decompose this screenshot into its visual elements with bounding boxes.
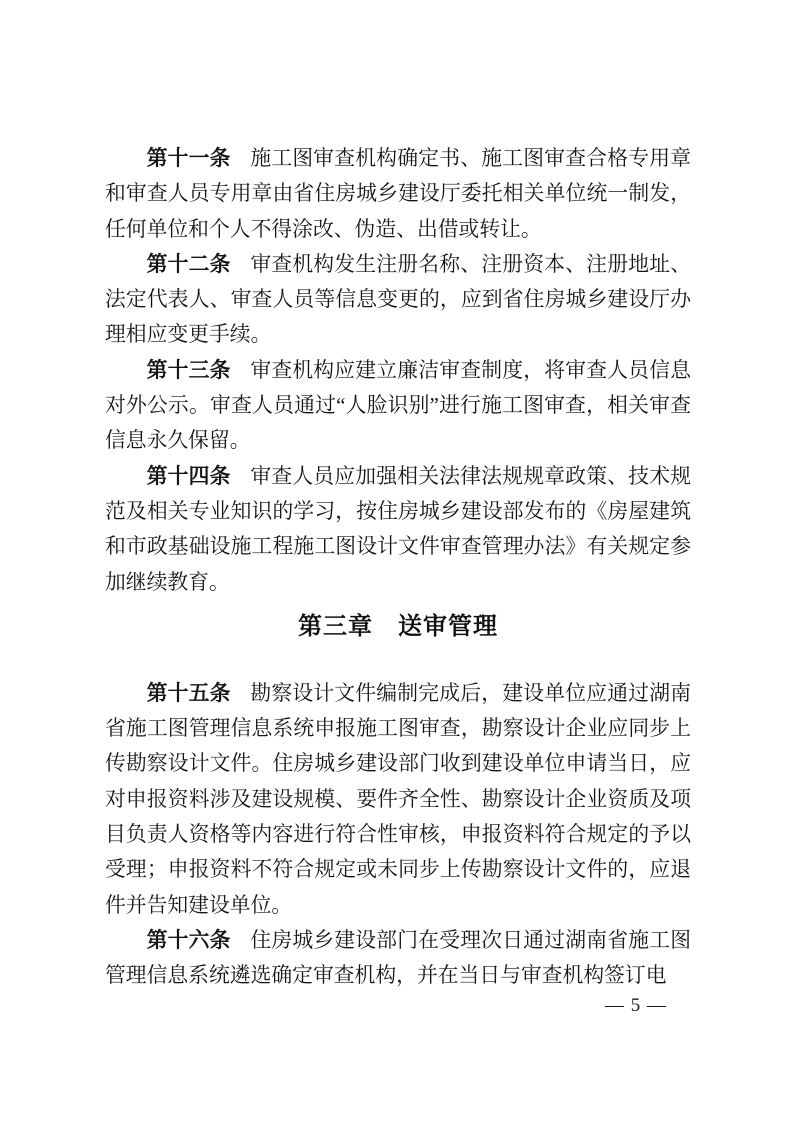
article-number: 第十六条	[146, 928, 231, 952]
article-text: 施工图审查机构确定书、施工图审查合格专用章和审查人员专用章由省住房城乡建设厅委托相关单位统一制发，任何单位和个人不得涂改、伪造、出借或转让。	[105, 147, 692, 241]
article-number: 第十四条	[146, 464, 231, 488]
article-paragraph	[105, 353, 691, 459]
article-text: 审查机构发生注册名称、注册资本、注册地址、法定代表人、审查人员等信息变更的，应到省住房城乡建设厅办理相应变更手续。	[105, 252, 692, 347]
article-number: 第十五条	[146, 681, 231, 705]
article-number: 第十三条	[146, 358, 231, 382]
page-number: — 5 —	[605, 995, 667, 1016]
article-text: 住房城乡建设部门在受理次日通过湖南省施工图管理信息系统遴选确定审查机构，并在当日与审查机构签订电	[105, 928, 692, 988]
article-paragraph	[105, 923, 691, 994]
article-number: 第十一条	[146, 147, 231, 170]
article-paragraph	[105, 141, 691, 247]
article-paragraph	[105, 247, 691, 353]
article-text: 勘察设计文件编制完成后，建设单位应通过湖南省施工图管理信息系统申报施工图审查，勘察设计企业应同步上传勘察设计文件。住房城乡建设部门收到建设单位申请当日，应对申报资料涉及建设规模、要件齐全性、勘察设计企业资质及项目负责人资格等内容进行符合性审核，申报资料符合规定的予以受理；申报资料不符合规定或未同步上传勘察设计文件的，应退件并告知建设单位。	[105, 681, 692, 917]
chapter-heading: 第三章 送审管理	[298, 612, 498, 640]
document-body	[105, 141, 691, 994]
article-text: 审查人员应加强相关法律法规规章政策、技术规范及相关专业知识的学习，按住房城乡建设部发布的《房屋建筑和市政基础设施工程施工图设计文件审查管理办法》有关规定参加继续教育。	[105, 464, 692, 594]
article-paragraph	[105, 459, 691, 600]
article-text: 审查机构应建立廉洁审查制度，将审查人员信息对外公示。审查人员通过“人脸识别”进行施工图审查，相关审查信息永久保留。	[105, 358, 692, 453]
article-paragraph	[105, 676, 691, 923]
article-number: 第十二条	[146, 252, 231, 276]
